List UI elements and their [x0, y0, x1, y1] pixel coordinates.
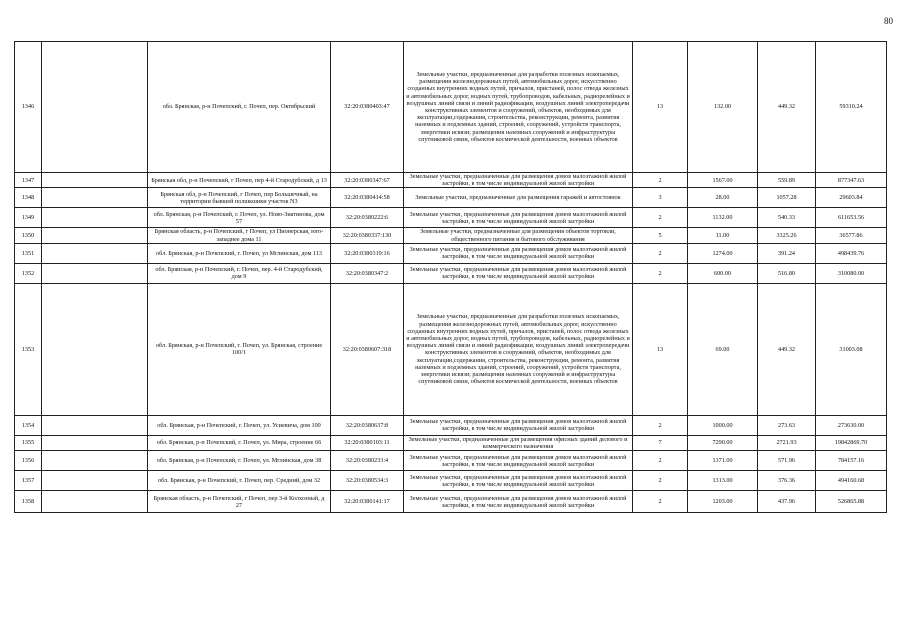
address: обл. Брянская, р-н Почепский, г. Почеп, ул. Мглинская, дом 38 — [148, 451, 331, 471]
address: обл. Брянская, р-н Почепский, г. Почеп, ул. Брянская, строение 100/1 — [148, 283, 331, 415]
row-number: 1356 — [15, 451, 42, 471]
cadastral-value-table — [14, 41, 887, 513]
table-row — [15, 415, 887, 435]
land-use-group: 2 — [633, 491, 688, 513]
cadastral-value: 36577.86 — [816, 228, 887, 243]
land-use-group: 2 — [633, 243, 688, 263]
specific-cadastral-value: 1057.28 — [758, 188, 816, 208]
land-use-description: Земельные участки, предназначенные для размещения объектов торговли, общественного питания и бытового обслуживания — [404, 228, 633, 243]
address: Брянская обл, р-н Почепский, г Почеп, пер 4-й Стародубский, д 13 — [148, 173, 331, 188]
table-row — [15, 471, 887, 491]
empty-cell — [42, 188, 148, 208]
table-row — [15, 188, 887, 208]
land-use-description: Земельные участки, предназначенные для размещения гаражей и автостоянок — [404, 188, 633, 208]
cadastral-number: 32:20:0380414:58 — [331, 188, 404, 208]
cadastral-value: 611653.56 — [816, 208, 887, 228]
empty-cell — [42, 435, 148, 450]
empty-cell — [42, 173, 148, 188]
land-use-group: 2 — [633, 263, 688, 283]
area: 132.00 — [688, 42, 758, 173]
cadastral-number: 32:20:0380637:8 — [331, 415, 404, 435]
empty-cell — [42, 42, 148, 173]
specific-cadastral-value: 540.33 — [758, 208, 816, 228]
specific-cadastral-value: 516.80 — [758, 263, 816, 283]
specific-cadastral-value: 449.32 — [758, 283, 816, 415]
row-number: 1349 — [15, 208, 42, 228]
cadastral-value: 310080.00 — [816, 263, 887, 283]
row-number: 1347 — [15, 173, 42, 188]
row-number: 1348 — [15, 188, 42, 208]
cadastral-number: 32:20:0380319:16 — [331, 243, 404, 263]
specific-cadastral-value: 376.36 — [758, 471, 816, 491]
row-number: 1352 — [15, 263, 42, 283]
specific-cadastral-value: 391.24 — [758, 243, 816, 263]
area: 1371.00 — [688, 451, 758, 471]
cadastral-number: 32:20:0380337:130 — [331, 228, 404, 243]
address: обл. Брянская, р-н Почепский, г. Почеп, ул. Мира, строение 66 — [148, 435, 331, 450]
specific-cadastral-value: 571.96 — [758, 451, 816, 471]
address: Брянская область, р-н Почепский, г Почеп, пер 3-й Колхозный, д 27 — [148, 491, 331, 513]
area: 11.00 — [688, 228, 758, 243]
land-use-group: 2 — [633, 173, 688, 188]
specific-cadastral-value: 449.32 — [758, 42, 816, 173]
cadastral-value: 29603.84 — [816, 188, 887, 208]
cadastral-number: 32:20:0380347:67 — [331, 173, 404, 188]
specific-cadastral-value: 2721.93 — [758, 435, 816, 450]
table-row — [15, 208, 887, 228]
land-use-group: 2 — [633, 451, 688, 471]
cadastral-value: 877347.63 — [816, 173, 887, 188]
land-use-description: Земельные участки, предназначенные для размещения домов малоэтажной жилой застройки, в том числе индивидуальной жилой застройки — [404, 491, 633, 513]
cadastral-value: 784157.16 — [816, 451, 887, 471]
land-use-group: 2 — [633, 471, 688, 491]
cadastral-number: 32:20:0380607:318 — [331, 283, 404, 415]
land-use-description: Земельные участки, предназначенные для разработки полезных ископаемых, размещения железнодорожных путей, автомобильных дорог, искусственно созданных внутренних водных путей, причалов, пристаней, полос отвода железных и автомобильных дорог, водных путей, трубопроводов, кабельных, радиорелейных и воздушных линий связи и линий радиофикации, воздушных линий электропередачи конструктивных элементов и сооружений, объектов, необходимых для эксплуатации,содержания, строительства, реконструкции, ремонта, развития наземных и подземных зданий, строений, сооружений, устройств транспорта, энергетики исвязи; размещения наземных сооружений и инфраструктуры спутниковой связи, объектов космической деятельности, военных объектов — [404, 283, 633, 415]
table-row — [15, 451, 887, 471]
table-row — [15, 435, 887, 450]
row-number: 1350 — [15, 228, 42, 243]
land-use-description: Земельные участки, предназначенные для размещения домов малоэтажной жилой застройки, в том числе индивидуальной жилой застройки — [404, 243, 633, 263]
land-use-description: Земельные участки, предназначенные для размещения домов малоэтажной жилой застройки, в том числе индивидуальной жилой застройки — [404, 263, 633, 283]
land-use-group: 7 — [633, 435, 688, 450]
address: Брянская область, р-н Почепский, г Почеп, ул Пионерская, юго-западнее дома 11 — [148, 228, 331, 243]
area: 69.00 — [688, 283, 758, 415]
empty-cell — [42, 283, 148, 415]
table-row — [15, 491, 887, 513]
row-number: 1351 — [15, 243, 42, 263]
specific-cadastral-value: 3325.26 — [758, 228, 816, 243]
area: 1274.00 — [688, 243, 758, 263]
table-body — [15, 42, 887, 513]
land-use-description: Земельные участки, предназначенные для разработки полезных ископаемых, размещения железнодорожных путей, автомобильных дорог, искусственно созданных внутренних водных путей, причалов, пристаней, полос отвода железных и автомобильных дорог, водных путей, трубопроводов, кабельных, радиорелейных и воздушных линий связи и линий радиофикации, воздушных линий электропередачи конструктивных элементов и сооружений, объектов, необходимых для эксплуатации,содержания, строительства, реконструкции, ремонта, развития наземных и подземных зданий, строений, сооружений, устройств транспорта, энергетики исвязи; размещения наземных сооружений и инфраструктуры спутниковой связи, объектов космической деятельности, военных объектов — [404, 42, 633, 173]
cadastral-value: 273630.00 — [816, 415, 887, 435]
row-number: 1358 — [15, 491, 42, 513]
land-use-group: 5 — [633, 228, 688, 243]
table-row — [15, 42, 887, 173]
address: обл. Брянская, р-н Почепский, г. Почеп, ул. Ново-Зиатинова, дом 57 — [148, 208, 331, 228]
cadastral-number: 32:20:0380347:2 — [331, 263, 404, 283]
cadastral-value: 19842869.70 — [816, 435, 887, 450]
empty-cell — [42, 491, 148, 513]
land-use-description: Земельные участки, предназначенные для размещения домов малоэтажной жилой застройки, в том числе индивидуальной жилой застройки — [404, 173, 633, 188]
cadastral-number: 32:20:0380403:47 — [331, 42, 404, 173]
area: 1313.00 — [688, 471, 758, 491]
table-row — [15, 243, 887, 263]
specific-cadastral-value: 437.96 — [758, 491, 816, 513]
land-use-group: 3 — [633, 188, 688, 208]
specific-cadastral-value: 559.89 — [758, 173, 816, 188]
area: 1132.00 — [688, 208, 758, 228]
row-number: 1354 — [15, 415, 42, 435]
cadastral-value: 494160.68 — [816, 471, 887, 491]
address: обл. Брянская, р-н Почепский, г. Почеп, пер. 4-й Стародубский, дом 9 — [148, 263, 331, 283]
area: 1203.00 — [688, 491, 758, 513]
land-use-group: 2 — [633, 208, 688, 228]
table-row — [15, 263, 887, 283]
area: 28.00 — [688, 188, 758, 208]
table-row — [15, 173, 887, 188]
row-number: 1346 — [15, 42, 42, 173]
address: обл. Брянская, р-н Почепский, г. Почеп, ул. Усиевича, дом 100 — [148, 415, 331, 435]
area: 1000.00 — [688, 415, 758, 435]
empty-cell — [42, 228, 148, 243]
page-number: 80 — [884, 16, 893, 26]
table-row — [15, 283, 887, 415]
area: 1567.00 — [688, 173, 758, 188]
specific-cadastral-value: 273.63 — [758, 415, 816, 435]
address: обл. Брянская, р-н Почепский, г. Почеп, ул Мглинская, дом 113 — [148, 243, 331, 263]
table-row — [15, 228, 887, 243]
row-number: 1353 — [15, 283, 42, 415]
cadastral-number: 32:20:0380103:11 — [331, 435, 404, 450]
empty-cell — [42, 243, 148, 263]
land-use-description: Земельные участки, предназначенные для размещения домов малоэтажной жилой застройки, в том числе индивидуальной жилой застройки — [404, 208, 633, 228]
empty-cell — [42, 208, 148, 228]
cadastral-number: 32:20:0380534:3 — [331, 471, 404, 491]
empty-cell — [42, 263, 148, 283]
cadastral-number: 32:20:0380233:4 — [331, 451, 404, 471]
empty-cell — [42, 471, 148, 491]
row-number: 1355 — [15, 435, 42, 450]
row-number: 1357 — [15, 471, 42, 491]
address: Брянская обл, р-н Почепский, г Почеп, пер Большечный, на территории бывшей полшкшики участок N3 — [148, 188, 331, 208]
cadastral-value: 31003.08 — [816, 283, 887, 415]
land-use-description: Земельные участки, предназначенные для размещения домов малоэтажной жилой застройки, в том числе индивидуальной жилой застройки — [404, 415, 633, 435]
area: 7290.00 — [688, 435, 758, 450]
address: обл. Брянская, р-н Почепский, г. Почеп, пер. Октябрьский — [148, 42, 331, 173]
land-use-group: 13 — [633, 283, 688, 415]
cadastral-value: 498439.76 — [816, 243, 887, 263]
land-use-group: 2 — [633, 415, 688, 435]
empty-cell — [42, 415, 148, 435]
land-use-description: Земельные участки, предназначенные для размещения офисных зданий делового и коммерческого назначения — [404, 435, 633, 450]
cadastral-value: 59310.24 — [816, 42, 887, 173]
area: 600.00 — [688, 263, 758, 283]
cadastral-value: 526865.88 — [816, 491, 887, 513]
empty-cell — [42, 451, 148, 471]
land-use-group: 13 — [633, 42, 688, 173]
address: обл. Брянская, р-н Почепский, г. Почеп, пер. Средний, дом 32 — [148, 471, 331, 491]
cadastral-number: 32:20:0380141:17 — [331, 491, 404, 513]
land-use-description: Земельные участки, предназначенные для размещения домов малоэтажной жилой застройки, в том числе индивидуальной жилой застройки — [404, 451, 633, 471]
land-use-description: Земельные участки, предназначенные для размещения домов малоэтажной жилой застройки, в том числе индивидуальной жилой застройки — [404, 471, 633, 491]
cadastral-number: 32:20:0380222:6 — [331, 208, 404, 228]
